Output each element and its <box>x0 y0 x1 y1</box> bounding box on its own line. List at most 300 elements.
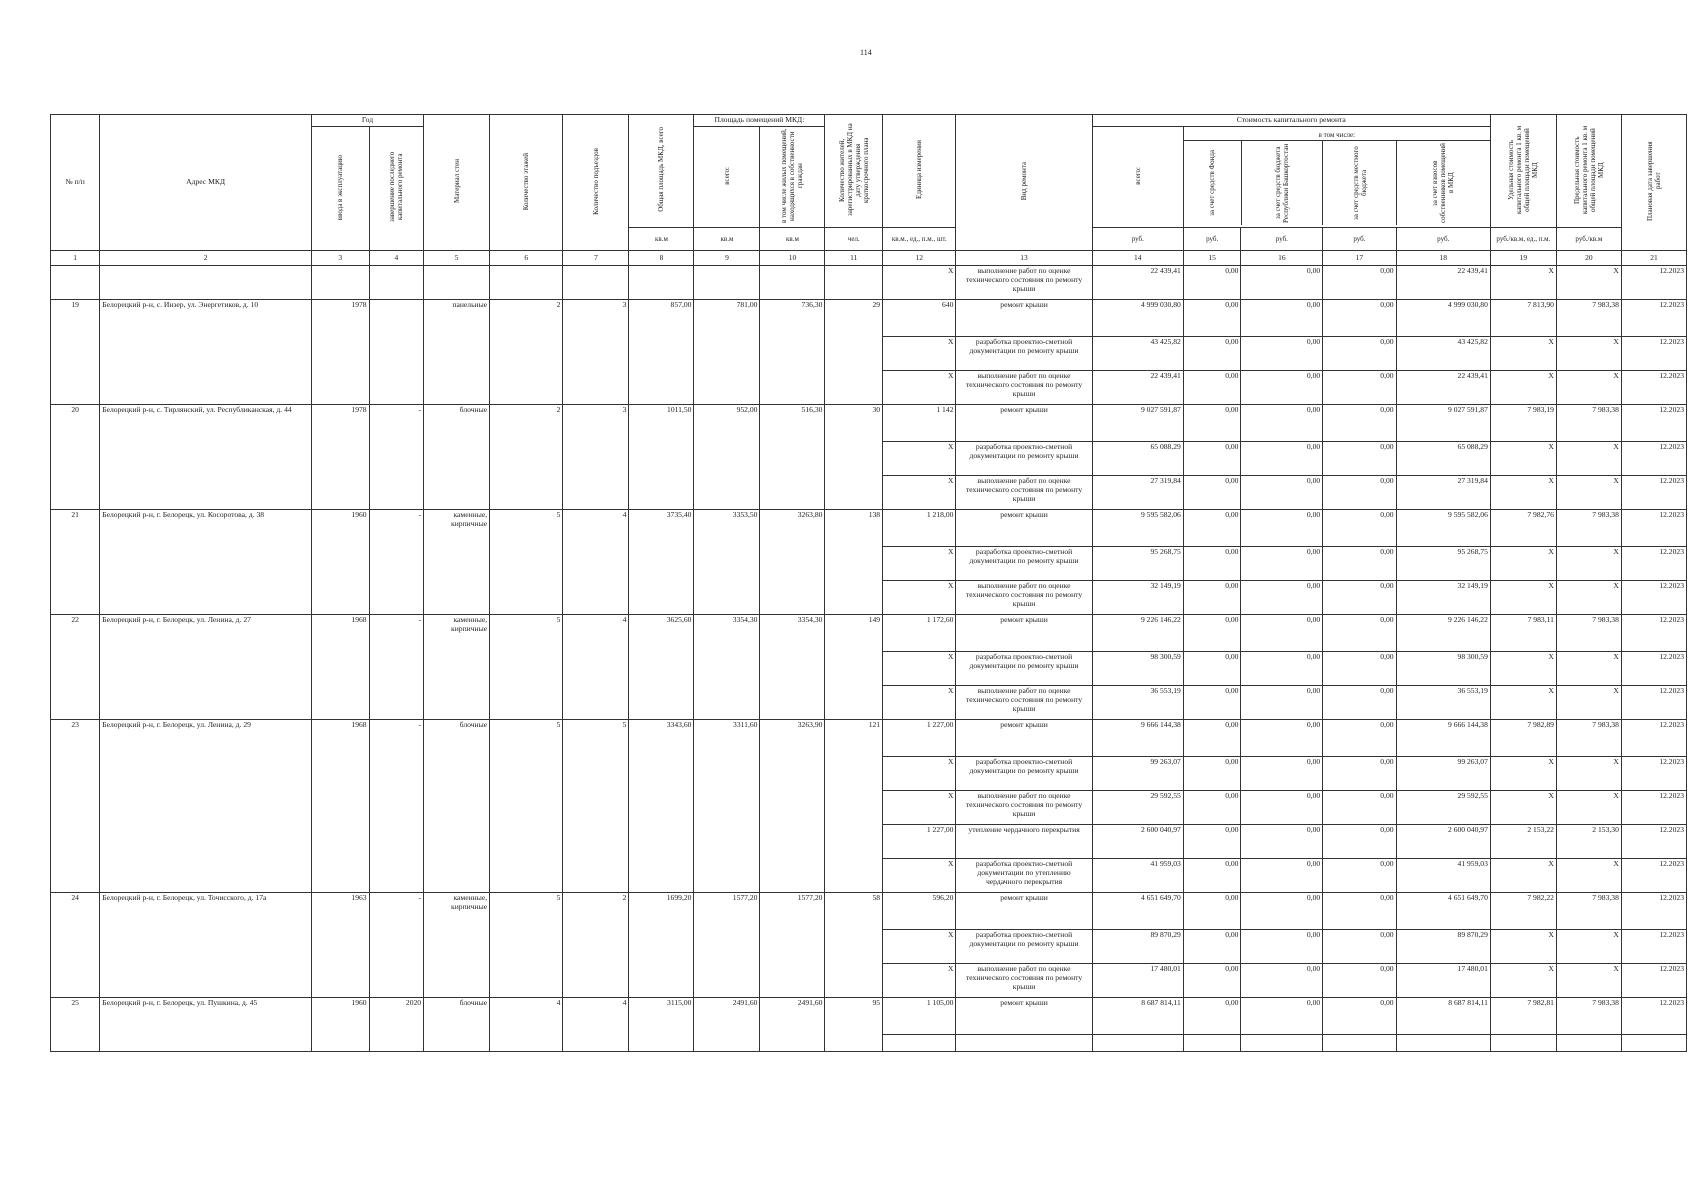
cost-local-cell: 0,00 <box>1323 893 1396 930</box>
cost-owners-cell: 41 959,03 <box>1396 859 1490 893</box>
empty-cell <box>1556 1035 1621 1052</box>
work-type-cell: ремонт крыши <box>956 893 1092 930</box>
address-cell: Белорецкий р-н, с. Инзер, ул. Энергетиков, д. 10 <box>100 300 312 405</box>
cost-fund-cell: 0,00 <box>1183 442 1241 476</box>
address-cell <box>100 266 312 300</box>
unit-cell: 1 227,00 <box>883 825 956 859</box>
cost-local-cell: 0,00 <box>1323 720 1396 757</box>
cost-total-cell: 99 263,07 <box>1092 757 1183 791</box>
cost-owners-cell: 27 319,84 <box>1396 476 1490 510</box>
work-type-cell: разработка проектно-сметной документации по ремонту крыши <box>956 652 1092 686</box>
work-type-cell: утепление чердачного перекрытия <box>956 825 1092 859</box>
premises-area-cell: 3311,60 <box>694 720 760 893</box>
cost-rb-cell: 0,00 <box>1241 930 1323 964</box>
cost-rb-cell: 0,00 <box>1241 791 1323 825</box>
unit-col14: руб. <box>1092 228 1183 251</box>
specific-cost-cell: X <box>1490 266 1556 300</box>
specific-cost-cell: 7 982,22 <box>1490 893 1556 930</box>
repair-plan-table <box>50 114 1687 1052</box>
column-number: 19 <box>1490 251 1556 266</box>
unit-col19: руб./кв.м, ед., п.м. <box>1490 228 1556 251</box>
completion-date-cell: 12.2023 <box>1621 998 1686 1035</box>
completion-date-cell: 12.2023 <box>1621 825 1686 859</box>
cost-owners-cell: 32 149,19 <box>1396 581 1490 615</box>
unit-cell: X <box>883 964 956 998</box>
total-area-cell: 1699,20 <box>629 893 694 998</box>
header-col5-text: Материал стен <box>452 159 461 204</box>
unit-cell: 1 227,00 <box>883 720 956 757</box>
cost-rb-cell: 0,00 <box>1241 442 1323 476</box>
completion-date-cell: 12.2023 <box>1621 581 1686 615</box>
entrances-cell: 2 <box>563 893 629 998</box>
unit-cell: X <box>883 442 956 476</box>
work-type-cell: выполнение работ по оценке технического состояния по ремонту крыши <box>956 581 1092 615</box>
limit-cost-cell: X <box>1556 686 1621 720</box>
cost-local-cell: 0,00 <box>1323 581 1396 615</box>
header-col14-text: всего: <box>1133 166 1142 185</box>
build-year-cell: 1960 <box>311 998 369 1052</box>
work-type-cell: ремонт крыши <box>956 720 1092 757</box>
unit-cell: X <box>883 930 956 964</box>
cost-rb-cell: 0,00 <box>1241 405 1323 442</box>
cost-owners-cell: 22 439,41 <box>1396 371 1490 405</box>
unit-cell: X <box>883 859 956 893</box>
work-type-cell: выполнение работ по оценке технического состояния по ремонту крыши <box>956 371 1092 405</box>
build-year-cell <box>311 266 369 300</box>
empty-cell <box>1621 1035 1686 1052</box>
header-col6 <box>490 115 563 251</box>
residents-cell: 149 <box>825 615 883 720</box>
premises-area-cell: 1577,20 <box>694 893 760 998</box>
residential-area-cell: 3354,30 <box>760 615 825 720</box>
cost-rb-cell: 0,00 <box>1241 720 1323 757</box>
completion-date-cell: 12.2023 <box>1621 686 1686 720</box>
limit-cost-cell: X <box>1556 859 1621 893</box>
cost-rb-cell: 0,00 <box>1241 686 1323 720</box>
header-col12-text: Единица измерения <box>915 140 924 200</box>
header-col11 <box>825 115 883 228</box>
cost-local-cell: 0,00 <box>1323 266 1396 300</box>
wall-material-cell: блочные <box>424 998 490 1052</box>
cost-total-cell: 4 999 030,80 <box>1092 300 1183 337</box>
cost-total-cell: 32 149,19 <box>1092 581 1183 615</box>
specific-cost-cell: X <box>1490 964 1556 998</box>
cost-total-cell: 29 592,55 <box>1092 791 1183 825</box>
header-col20 <box>1556 115 1621 228</box>
header-cost-group: Стоимость капитального ремонта <box>1092 115 1490 127</box>
residential-area-cell: 736,30 <box>760 300 825 405</box>
cost-total-cell: 22 439,41 <box>1092 266 1183 300</box>
specific-cost-cell: X <box>1490 757 1556 791</box>
limit-cost-cell: X <box>1556 371 1621 405</box>
total-area-cell: 3735,40 <box>629 510 694 615</box>
header-col9-text: всего: <box>722 166 731 185</box>
cost-rb-cell: 0,00 <box>1241 757 1323 791</box>
header-col17 <box>1323 141 1396 225</box>
unit-cell: 1 142 <box>883 405 956 442</box>
work-type-cell: ремонт крыши <box>956 300 1092 337</box>
work-type-cell: разработка проектно-сметной документации по ремонту крыши <box>956 757 1092 791</box>
floors-cell: 5 <box>490 615 563 720</box>
cost-fund-cell: 0,00 <box>1183 581 1241 615</box>
work-type-cell: разработка проектно-сметной документации по ремонту крыши <box>956 547 1092 581</box>
cost-total-cell: 9 595 582,06 <box>1092 510 1183 547</box>
completion-date-cell: 12.2023 <box>1621 893 1686 930</box>
unit-col11: чел. <box>825 228 883 251</box>
header-col4 <box>369 126 424 251</box>
header-col13 <box>956 115 1092 251</box>
cost-total-cell: 36 553,19 <box>1092 686 1183 720</box>
build-year-cell: 1978 <box>311 405 369 510</box>
limit-cost-cell: 7 983,38 <box>1556 720 1621 757</box>
unit-col12: кв.м., ед., п.м., шт. <box>883 228 956 251</box>
header-col2: Адрес МКД <box>100 115 312 251</box>
address-cell: Белорецкий р-н, с. Тирлянский, ул. Республиканская, д. 44 <box>100 405 312 510</box>
cost-rb-cell: 0,00 <box>1241 547 1323 581</box>
table-row <box>51 266 1687 300</box>
cost-total-cell: 65 088,29 <box>1092 442 1183 476</box>
floors-cell: 5 <box>490 510 563 615</box>
row-number-cell: 24 <box>51 893 100 998</box>
cost-local-cell: 0,00 <box>1323 337 1396 371</box>
cost-fund-cell: 0,00 <box>1183 510 1241 547</box>
completion-date-cell: 12.2023 <box>1621 405 1686 442</box>
unit-col15: руб. <box>1183 228 1241 251</box>
completion-date-cell: 12.2023 <box>1621 757 1686 791</box>
unit-col16: руб. <box>1241 228 1323 251</box>
header-col3 <box>311 126 369 251</box>
header-incl-subcols <box>1184 141 1490 225</box>
cost-fund-cell: 0,00 <box>1183 371 1241 405</box>
unit-cell: 640 <box>883 300 956 337</box>
table-row <box>51 893 1687 930</box>
work-type-cell: разработка проектно-сметной документации по утеплению чердачного перекрытия <box>956 859 1092 893</box>
column-number: 12 <box>883 251 956 266</box>
cost-local-cell: 0,00 <box>1323 791 1396 825</box>
specific-cost-cell: X <box>1490 547 1556 581</box>
page-number: 114 <box>860 48 872 57</box>
limit-cost-cell: 7 983,38 <box>1556 615 1621 652</box>
limit-cost-cell: X <box>1556 930 1621 964</box>
address-cell: Белорецкий р-н, г. Белорецк, ул. Точисского, д. 17а <box>100 893 312 998</box>
specific-cost-cell: 7 982,81 <box>1490 998 1556 1035</box>
residents-cell <box>825 266 883 300</box>
completion-date-cell: 12.2023 <box>1621 510 1686 547</box>
cost-fund-cell: 0,00 <box>1183 615 1241 652</box>
last-repair-cell: - <box>369 893 424 998</box>
wall-material-cell <box>424 266 490 300</box>
unit-col9: кв.м <box>694 228 760 251</box>
cost-fund-cell: 0,00 <box>1183 998 1241 1035</box>
header-col20-text: Предельная стоимость капитального ремонта 1 кв. м общей площади помещений МКД <box>1572 125 1605 214</box>
completion-date-cell: 12.2023 <box>1621 652 1686 686</box>
column-number: 8 <box>629 251 694 266</box>
cost-owners-cell: 17 480,01 <box>1396 964 1490 998</box>
column-number: 4 <box>369 251 424 266</box>
header-col8 <box>629 115 694 228</box>
header-col7 <box>563 115 629 251</box>
completion-date-cell: 12.2023 <box>1621 930 1686 964</box>
address-cell: Белорецкий р-н, г. Белорецк, ул. Ленина, д. 29 <box>100 720 312 893</box>
column-number: 10 <box>760 251 825 266</box>
empty-cell <box>1396 1035 1490 1052</box>
cost-fund-cell: 0,00 <box>1183 476 1241 510</box>
row-number-cell: 22 <box>51 615 100 720</box>
work-type-cell: ремонт крыши <box>956 510 1092 547</box>
work-type-cell: выполнение работ по оценке технического состояния по ремонту крыши <box>956 964 1092 998</box>
header-row-1 <box>51 115 1687 127</box>
entrances-cell: 4 <box>563 998 629 1052</box>
column-number: 2 <box>100 251 312 266</box>
total-area-cell <box>629 266 694 300</box>
cost-owners-cell: 29 592,55 <box>1396 791 1490 825</box>
empty-cell <box>1092 1035 1183 1052</box>
entrances-cell: 4 <box>563 510 629 615</box>
residents-cell: 58 <box>825 893 883 998</box>
cost-local-cell: 0,00 <box>1323 547 1396 581</box>
cost-rb-cell: 0,00 <box>1241 964 1323 998</box>
specific-cost-cell: 7 813,90 <box>1490 300 1556 337</box>
column-number: 15 <box>1183 251 1241 266</box>
cost-local-cell: 0,00 <box>1323 964 1396 998</box>
cost-owners-cell: 89 870,29 <box>1396 930 1490 964</box>
limit-cost-cell: X <box>1556 791 1621 825</box>
floors-cell: 4 <box>490 998 563 1052</box>
cost-owners-cell: 9 595 582,06 <box>1396 510 1490 547</box>
header-col14 <box>1092 126 1183 228</box>
work-type-cell: выполнение работ по оценке технического состояния по ремонту крыши <box>956 791 1092 825</box>
last-repair-cell: 2020 <box>369 998 424 1052</box>
header-col1: № п/п <box>51 115 100 251</box>
header-col10 <box>760 126 825 228</box>
work-type-cell: разработка проектно-сметной документации по ремонту крыши <box>956 442 1092 476</box>
table-body <box>51 266 1687 1052</box>
entrances-cell: 3 <box>563 405 629 510</box>
cost-total-cell: 17 480,01 <box>1092 964 1183 998</box>
cost-total-cell: 9 027 591,87 <box>1092 405 1183 442</box>
last-repair-cell <box>369 266 424 300</box>
cost-fund-cell: 0,00 <box>1183 266 1241 300</box>
cost-total-cell: 95 268,75 <box>1092 547 1183 581</box>
cost-fund-cell: 0,00 <box>1183 405 1241 442</box>
total-area-cell: 857,00 <box>629 300 694 405</box>
build-year-cell: 1960 <box>311 510 369 615</box>
specific-cost-cell: X <box>1490 442 1556 476</box>
column-number: 16 <box>1241 251 1323 266</box>
specific-cost-cell: X <box>1490 337 1556 371</box>
cost-fund-cell: 0,00 <box>1183 930 1241 964</box>
row-number-cell: 19 <box>51 300 100 405</box>
header-col15 <box>1184 141 1242 225</box>
residential-area-cell: 516,30 <box>760 405 825 510</box>
premises-area-cell: 952,00 <box>694 405 760 510</box>
column-number: 9 <box>694 251 760 266</box>
header-col12 <box>883 115 956 228</box>
specific-cost-cell: 7 982,76 <box>1490 510 1556 547</box>
cost-total-cell: 89 870,29 <box>1092 930 1183 964</box>
header-col3-text: ввода в эксплуатацию <box>336 154 345 220</box>
header-col5 <box>424 115 490 251</box>
header-col4-text: завершение последнего капитального ремонта <box>388 152 405 223</box>
cost-local-cell: 0,00 <box>1323 510 1396 547</box>
empty-cell <box>1183 1035 1241 1052</box>
cost-fund-cell: 0,00 <box>1183 757 1241 791</box>
limit-cost-cell: X <box>1556 964 1621 998</box>
specific-cost-cell: 7 983,11 <box>1490 615 1556 652</box>
cost-local-cell: 0,00 <box>1323 476 1396 510</box>
limit-cost-cell: X <box>1556 442 1621 476</box>
completion-date-cell: 12.2023 <box>1621 476 1686 510</box>
cost-local-cell: 0,00 <box>1323 300 1396 337</box>
work-type-cell: ремонт крыши <box>956 405 1092 442</box>
cost-local-cell: 0,00 <box>1323 442 1396 476</box>
table-row <box>51 405 1687 442</box>
cost-total-cell: 27 319,84 <box>1092 476 1183 510</box>
premises-area-cell: 2491,60 <box>694 998 760 1052</box>
cost-local-cell: 0,00 <box>1323 371 1396 405</box>
limit-cost-cell: X <box>1556 581 1621 615</box>
row-number-cell: 23 <box>51 720 100 893</box>
cost-fund-cell: 0,00 <box>1183 720 1241 757</box>
unit-col8: кв.м <box>629 228 694 251</box>
header-col9 <box>694 126 760 228</box>
residential-area-cell: 1577,20 <box>760 893 825 998</box>
wall-material-cell: блочные <box>424 405 490 510</box>
cost-rb-cell: 0,00 <box>1241 825 1323 859</box>
cost-rb-cell: 0,00 <box>1241 893 1323 930</box>
unit-cell: X <box>883 652 956 686</box>
work-type-cell: выполнение работ по оценке технического состояния по ремонту крыши <box>956 266 1092 300</box>
limit-cost-cell: X <box>1556 337 1621 371</box>
residents-cell: 95 <box>825 998 883 1052</box>
specific-cost-cell: X <box>1490 371 1556 405</box>
empty-cell <box>1490 1035 1556 1052</box>
completion-date-cell: 12.2023 <box>1621 720 1686 757</box>
cost-rb-cell: 0,00 <box>1241 510 1323 547</box>
cost-total-cell: 22 439,41 <box>1092 371 1183 405</box>
header-col17-text: за счет средств местного бюджета <box>1351 145 1368 220</box>
cost-owners-cell: 43 425,82 <box>1396 337 1490 371</box>
cost-local-cell: 0,00 <box>1323 757 1396 791</box>
cost-owners-cell: 4 999 030,80 <box>1396 300 1490 337</box>
work-type-cell: разработка проектно-сметной документации по ремонту крыши <box>956 930 1092 964</box>
address-cell: Белорецкий р-н, г. Белорецк, ул. Косоротова, д. 38 <box>100 510 312 615</box>
header-year-group: Год <box>311 115 423 127</box>
limit-cost-cell: 7 983,38 <box>1556 300 1621 337</box>
row-number-cell: 21 <box>51 510 100 615</box>
premises-area-cell <box>694 266 760 300</box>
cost-rb-cell: 0,00 <box>1241 266 1323 300</box>
cost-local-cell: 0,00 <box>1323 859 1396 893</box>
unit-cell: X <box>883 266 956 300</box>
table-row <box>51 998 1687 1035</box>
cost-total-cell: 98 300,59 <box>1092 652 1183 686</box>
cost-total-cell: 9 226 146,22 <box>1092 615 1183 652</box>
unit-cell: X <box>883 371 956 405</box>
cost-rb-cell: 0,00 <box>1241 652 1323 686</box>
header-col13-text: Вид ремонта <box>1020 162 1029 201</box>
empty-cell <box>883 1035 956 1052</box>
specific-cost-cell: X <box>1490 581 1556 615</box>
unit-cell: X <box>883 757 956 791</box>
header-incl-label: в том числе: <box>1184 130 1490 141</box>
completion-date-cell: 12.2023 <box>1621 964 1686 998</box>
build-year-cell: 1963 <box>311 893 369 998</box>
row-number-cell <box>51 266 100 300</box>
specific-cost-cell: X <box>1490 859 1556 893</box>
column-number: 5 <box>424 251 490 266</box>
cost-rb-cell: 0,00 <box>1241 581 1323 615</box>
residents-cell: 30 <box>825 405 883 510</box>
cost-local-cell: 0,00 <box>1323 825 1396 859</box>
wall-material-cell: каменные, кирпичные <box>424 893 490 998</box>
specific-cost-cell: X <box>1490 476 1556 510</box>
limit-cost-cell: X <box>1556 757 1621 791</box>
cost-fund-cell: 0,00 <box>1183 893 1241 930</box>
row-number-cell: 25 <box>51 998 100 1052</box>
cost-rb-cell: 0,00 <box>1241 300 1323 337</box>
unit-cell: X <box>883 547 956 581</box>
limit-cost-cell: X <box>1556 547 1621 581</box>
cost-fund-cell: 0,00 <box>1183 859 1241 893</box>
entrances-cell: 3 <box>563 300 629 405</box>
header-col19-text: Удельная стоимость капитального ремонта 1 кв. м общей площади помещений МКД <box>1507 125 1540 214</box>
work-type-cell: ремонт крыши <box>956 615 1092 652</box>
total-area-cell: 3343,60 <box>629 720 694 893</box>
column-number: 13 <box>956 251 1092 266</box>
header-col6-text: Количество этажей <box>522 152 531 210</box>
empty-cell <box>1323 1035 1396 1052</box>
header-col10-text: в том числе жилых помещений, находящихся в собственности граждан <box>780 128 805 223</box>
completion-date-cell: 12.2023 <box>1621 371 1686 405</box>
cost-local-cell: 0,00 <box>1323 686 1396 720</box>
entrances-cell: 4 <box>563 615 629 720</box>
cost-local-cell: 0,00 <box>1323 615 1396 652</box>
header-col15-text: за счет средств Фонда <box>1208 149 1217 216</box>
column-number: 3 <box>311 251 369 266</box>
unit-cell: X <box>883 686 956 720</box>
premises-area-cell: 3354,30 <box>694 615 760 720</box>
column-number: 21 <box>1621 251 1686 266</box>
unit-cell: X <box>883 581 956 615</box>
cost-total-cell: 41 959,03 <box>1092 859 1183 893</box>
residential-area-cell: 3263,80 <box>760 510 825 615</box>
column-number: 20 <box>1556 251 1621 266</box>
header-incl-group <box>1183 126 1490 228</box>
completion-date-cell: 12.2023 <box>1621 442 1686 476</box>
residents-cell: 29 <box>825 300 883 405</box>
empty-cell <box>956 1035 1092 1052</box>
cost-total-cell: 4 651 649,70 <box>1092 893 1183 930</box>
cost-total-cell: 43 425,82 <box>1092 337 1183 371</box>
unit-cell: X <box>883 476 956 510</box>
residential-area-cell: 2491,60 <box>760 998 825 1052</box>
cost-local-cell: 0,00 <box>1323 405 1396 442</box>
cost-rb-cell: 0,00 <box>1241 371 1323 405</box>
header-col18-text: за счет взносов собственников помещений в МКД <box>1431 142 1456 223</box>
column-number: 6 <box>490 251 563 266</box>
completion-date-cell: 12.2023 <box>1621 337 1686 371</box>
cost-total-cell: 2 600 040,97 <box>1092 825 1183 859</box>
unit-cell: 1 172,60 <box>883 615 956 652</box>
unit-col10: кв.м <box>760 228 825 251</box>
wall-material-cell: каменные, кирпичные <box>424 615 490 720</box>
completion-date-cell: 12.2023 <box>1621 859 1686 893</box>
floors-cell: 5 <box>490 720 563 893</box>
cost-owners-cell: 65 088,29 <box>1396 442 1490 476</box>
header-col18 <box>1397 141 1490 225</box>
column-number: 11 <box>825 251 883 266</box>
